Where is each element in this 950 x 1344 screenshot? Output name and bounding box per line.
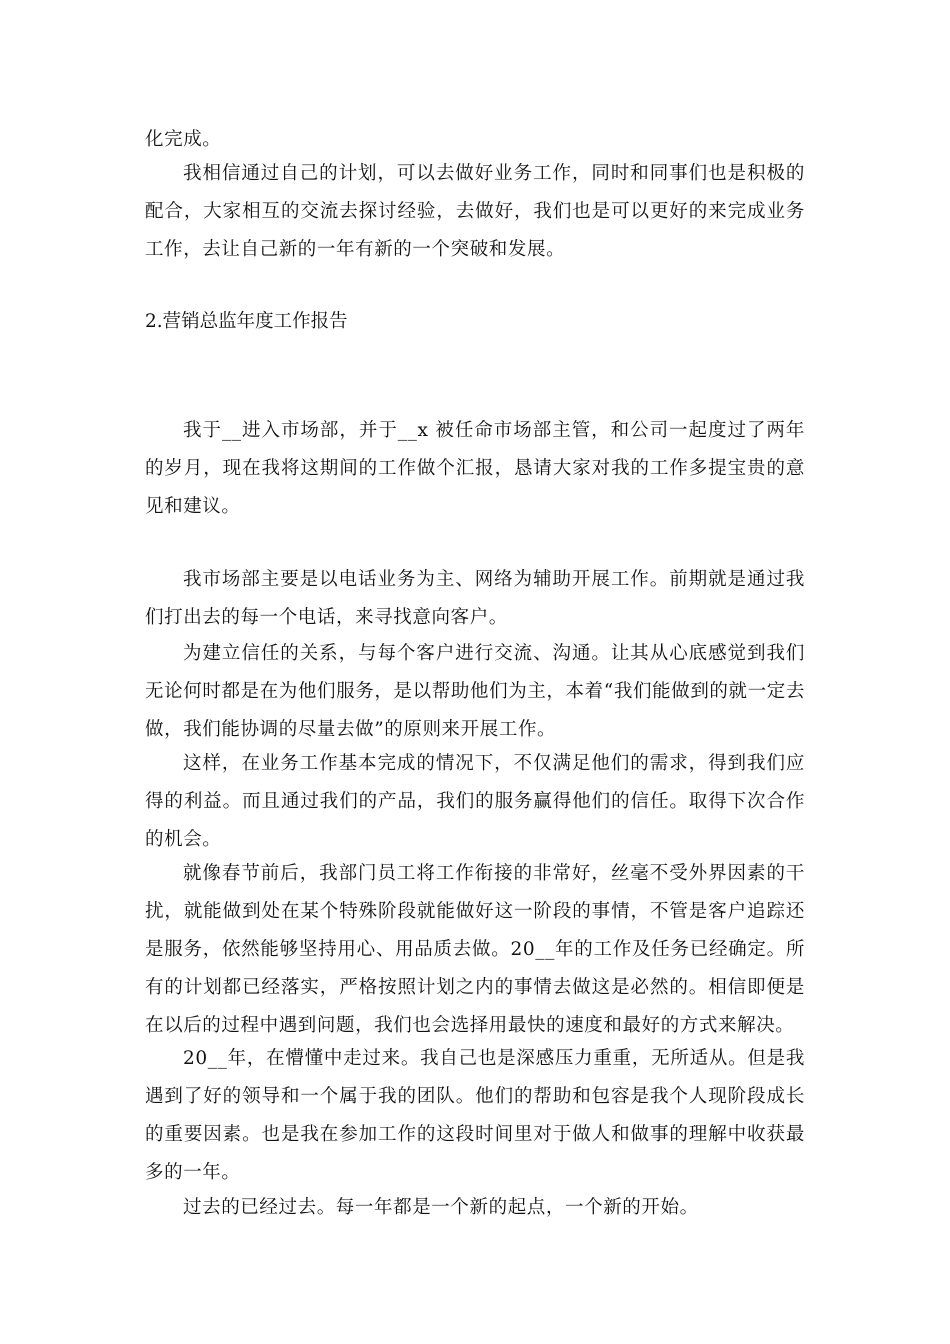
paragraph-body-4: 就像春节前后，我部门员工将工作衔接的非常好，丝毫不受外界因素的干扰，就能做到处在某个特殊阶段就能做好这一阶段的事情，不管是客户追踪还是服务，依然能够坚持用心、用品质去做。20__年的工作及任务已经确定。所有的计划都已经落实，严格按照计划之内的事情去做这是必然的。相信即便是在以后的过程中遇到问题，我们也会选择用最快的速度和最好的方式来解决。: [145, 863, 805, 1036]
paragraph-body-6: 过去的已经过去。每一年都是一个新的起点，一个新的开始。: [183, 1197, 699, 1218]
paragraph-body-3: 这样，在业务工作基本完成的情况下，不仅满足他们的需求，得到我们应得的利益。而且通过我们的产品，我们的服务赢得他们的信任。取得下次合作的机会。: [145, 753, 805, 850]
paragraph-body-5: 20__年，在懵懂中走过来。我自己也是深感压力重重，无所适从。但是我遇到了好的领导和一个属于我的团队。他们的帮助和包容是我个人现阶段成长的重要因素。也是我在参加工作的这段时间里对于做人和做事的理解中收获最多的一年。: [145, 1048, 805, 1183]
paragraph-body-1: 我市场部主要是以电话业务为主、网络为辅助开展工作。前期就是通过我们打出去的每一个电话，来寻找意向客户。: [145, 569, 805, 628]
section-heading: 2.营销总监年度工作报告: [145, 311, 348, 332]
paragraph-plan-confidence: 我相信通过自己的计划，可以去做好业务工作，同时和同事们也是积极的配合，大家相互的交流去探讨经验，去做好，我们也是可以更好的来完成业务工作，去让自己新的一年有新的一个突破和发展。: [145, 163, 805, 260]
paragraph-body-2: 为建立信任的关系，与每个客户进行交流、沟通。让其从心底感觉到我们无论何时都是在为他们服务，是以帮助他们为主，本着“我们能做到的就一定去做，我们能协调的尽量去做”的原则来开展工作。: [145, 643, 805, 740]
paragraph-intro: 我于__进入市场部，并于__x 被任命市场部主管，和公司一起度过了两年的岁月，现在我将这期间的工作做个汇报，恳请大家对我的工作多提宝贵的意见和建议。: [145, 420, 805, 517]
paragraph-continuation: 化完成。: [145, 129, 222, 150]
